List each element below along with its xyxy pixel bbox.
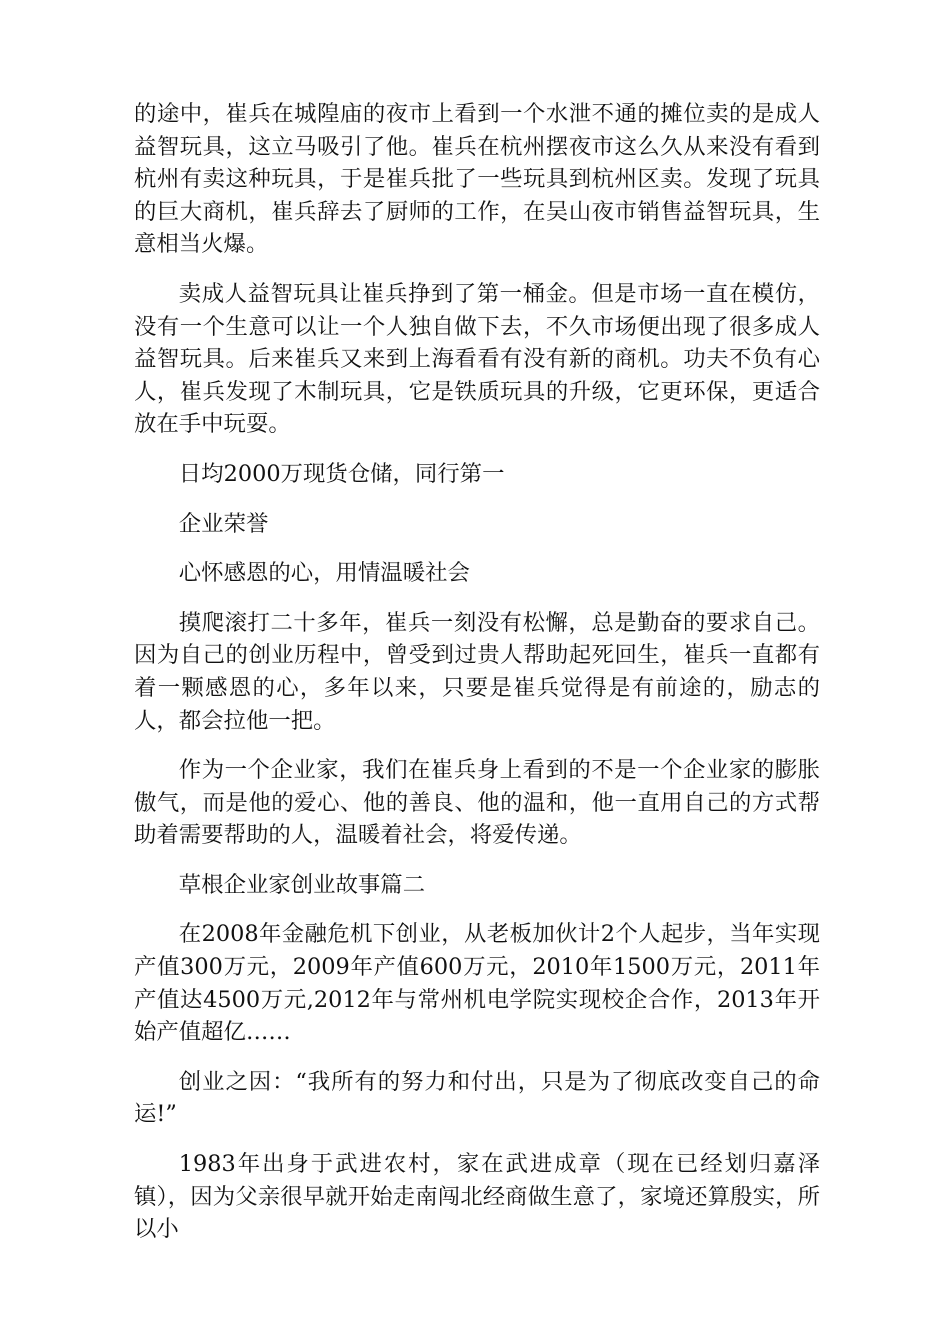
paragraph-9: 在2008年金融危机下创业，从老板加伙计2个人起步，当年实现产值300万元，2009年产值600万元，2010年1500万元，2011年产值达4500万元,2012年与常州机电学院实现校企合作，2013年开始产值超亿…… bbox=[134, 921, 820, 1046]
paragraph-3: 日均2000万现货仓储，同行第一 bbox=[178, 460, 505, 487]
document-page bbox=[134, 98, 820, 1263]
paragraph-6: 摸爬滚打二十多年，崔兵一刻没有松懈，总是勤奋的要求自己。因为自己的创业历程中，曾受到过贵人帮助起死回生，崔兵一直都有着一颗感恩的心，多年以来，只要是崔兵觉得是有前途的，励志的人，都会拉他一把。 bbox=[134, 609, 820, 734]
paragraph-2: 卖成人益智玩具让崔兵挣到了第一桶金。但是市场一直在模仿，没有一个生意可以让一个人独自做下去，不久市场便出现了很多成人益智玩具。后来崔兵又来到上海看看有没有新的商机。功夫不负有心人，崔兵发现了木制玩具，它是铁质玩具的升级，它更环保，更适合放在手中玩耍。 bbox=[134, 280, 820, 438]
paragraph-7: 作为一个企业家，我们在崔兵身上看到的不是一个企业家的膨胀傲气，而是他的爱心、他的善良、他的温和，他一直用自己的方式帮助着需要帮助的人，温暖着社会，将爱传递。 bbox=[134, 757, 820, 849]
section-heading-gratitude: 心怀感恩的心，用情温暖社会 bbox=[178, 560, 470, 587]
paragraph-10: 创业之因：“我所有的努力和付出，只是为了彻底改变自己的命运!” bbox=[134, 1068, 820, 1128]
paragraph-11: 1983年出身于武进农村，家在武进成章（现在已经划归嘉泽镇），因为父亲很早就开始走南闯北经商做生意了，家境还算殷实，所以小 bbox=[134, 1151, 820, 1243]
section-heading-story-two: 草根企业家创业故事篇二 bbox=[178, 871, 426, 898]
paragraph-1: 的途中，崔兵在城隍庙的夜市上看到一个水泄不通的摊位卖的是成人益智玩具，这立马吸引了他。崔兵在杭州摆夜市这么久从来没有看到杭州有卖这种玩具，于是崔兵批了一些玩具到杭州区卖。发现了玩具的巨大商机，崔兵辞去了厨师的工作，在吴山夜市销售益智玩具，生意相当火爆。 bbox=[134, 101, 820, 258]
section-heading-honors: 企业荣誉 bbox=[178, 510, 269, 537]
